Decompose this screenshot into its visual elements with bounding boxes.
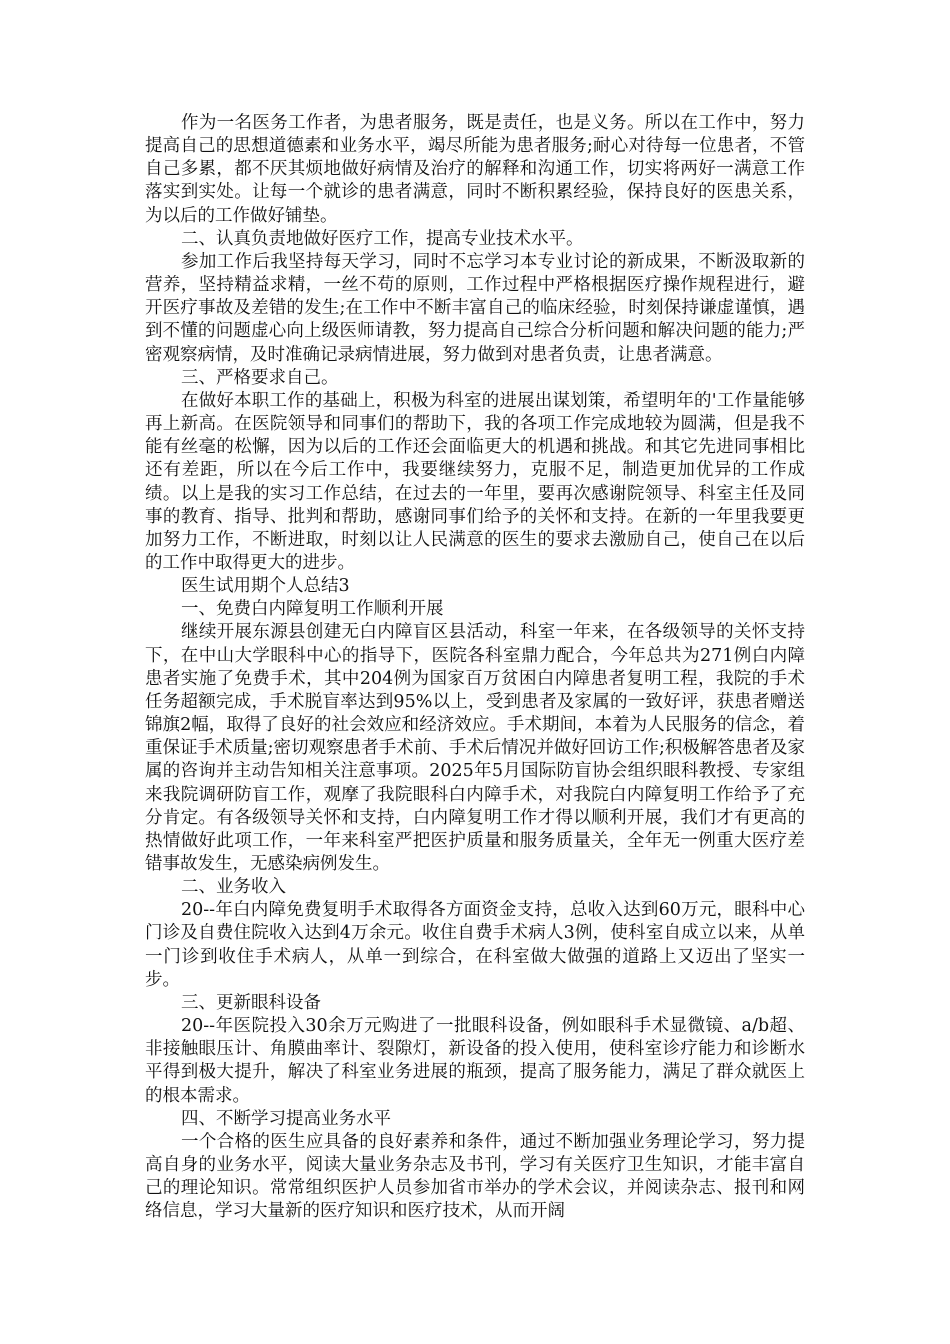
paragraph: 作为一名医务工作者，为患者服务，既是责任，也是义务。所以在工作中，努力提高自己的思想道德素和业务水平，竭尽所能为患者服务;耐心对待每一位患者，不管自己多累，都不厌其烦地做好病情及治疗的解释和沟通工作，切实将两好一满意工作落实到实处。让每一个就诊的患者满意，同时不断积累经验，保持良好的医患关系，为以后的工作做好铺垫。 <box>145 113 805 226</box>
paragraph: 继续开展东源县创建无白内障盲区县活动，科室一年来，在各级领导的关怀支持下，在中山大学眼科中心的指导下，医院各科室鼎力配合，今年总共为271例白内障患者实施了免费手术，其中204例为国家百万贫困白内障患者复明工程，我院的手术任务超额完成，手术脱盲率达到95%以上，受到患者及家属的一致好评，获患者赠送锦旗2幅，取得了良好的社会效应和经济效应。手术期间，本着为人民服务的信念，着重保证手术质量;密切观察患者手术前、手术后情况并做好回访工作;积极解答患者及家属的咨询并主动告知相关注意事项。2025年5月国际防盲协会组织眼科教授、专家组来我院调研防盲工作，观摩了我院眼科白内障手术，对我院白内障复明工作给予了充分肯定。有各级领导关怀和支持，白内障复明工作才得以顺利开展，我们才有更高的热情做好此项工作，一年来科室严把医护质量和服务质量关，全年无一例重大医疗差错事故发生，无感染病例发生。 <box>145 622 805 874</box>
document-title: 医生试用期个人总结3 <box>181 576 350 597</box>
paragraph: 20--年白内障免费复明手术取得各方面资金支持，总收入达到60万元，眼科中心门诊及自费住院收入达到4万余元。收住自费手术病人3例，使科室自成立以来，从单一门诊到收住手术病人，从单一到综合，在科室做大做强的道路上又迈出了坚实一步。 <box>145 900 805 990</box>
paragraph: 在做好本职工作的基础上，积极为科室的进展出谋划策，希望明年的'工作量能够再上新高。在医院领导和同事们的帮助下，我的各项工作完成地较为圆满，但是我不能有丝毫的松懈，因为以后的工作还会面临更大的机遇和挑战。和其它先进同事相比还有差距，所以在今后工作中，我要继续努力，克服不足，制造更加优异的工作成绩。以上是我的实习工作总结，在过去的一年里，要再次感谢院领导、科室主任及同事的教育、指导、批判和帮助，感谢同事们给予的关怀和支持。在新的一年里我要更加努力工作，不断进取，时刻以让人民满意的医生的要求去激励自己，使自己在以后的工作中取得更大的进步。 <box>145 390 805 573</box>
section-heading: 四、不断学习提高业务水平 <box>181 1108 391 1129</box>
paragraph: 一个合格的医生应具备的良好素养和条件，通过不断加强业务理论学习，努力提高自身的业务水平，阅读大量业务杂志及书刊，学习有关医疗卫生知识，才能丰富自己的理论知识。常常组织医护人员参加省市举办的学术会议，并阅读杂志、报刊和网络信息，学习大量新的医疗知识和医疗技术，从而开阔 <box>145 1131 805 1222</box>
section-heading: 二、认真负责地做好医疗工作，提高专业技术水平。 <box>181 228 584 249</box>
paragraph: 20--年医院投入30余万元购进了一批眼科设备，例如眼科手术显微镜、a/b超、非接触眼压计、角膜曲率计、裂隙灯，新设备的投入使用，使科室诊疗能力和诊断水平得到极大提升，解决了科室业务进展的瓶颈，提高了服务能力，满足了群众就医上的根本需求。 <box>145 1016 805 1106</box>
section-heading: 三、更新眼科设备 <box>181 992 321 1013</box>
document-body <box>145 112 805 1224</box>
section-heading: 一、免费白内障复明工作顺利开展 <box>181 599 444 620</box>
section-heading: 二、业务收入 <box>181 877 286 898</box>
paragraph: 参加工作后我坚持每天学习，同时不忘学习本专业讨论的新成果，不断汲取新的营养，坚持精益求精，一丝不苟的原则，工作过程中严格根据医疗操作规程进行，避开医疗事故及差错的发生;在工作中不断丰富自己的临床经验，时刻保持谦虚谨慎，遇到不懂的问题虚心向上级医师请教，努力提高自己综合分析问题和解决问题的能力;严密观察病情，及时准确记录病情进展，努力做到对患者负责，让患者满意。 <box>145 251 805 365</box>
section-heading: 三、严格要求自己。 <box>181 367 339 388</box>
